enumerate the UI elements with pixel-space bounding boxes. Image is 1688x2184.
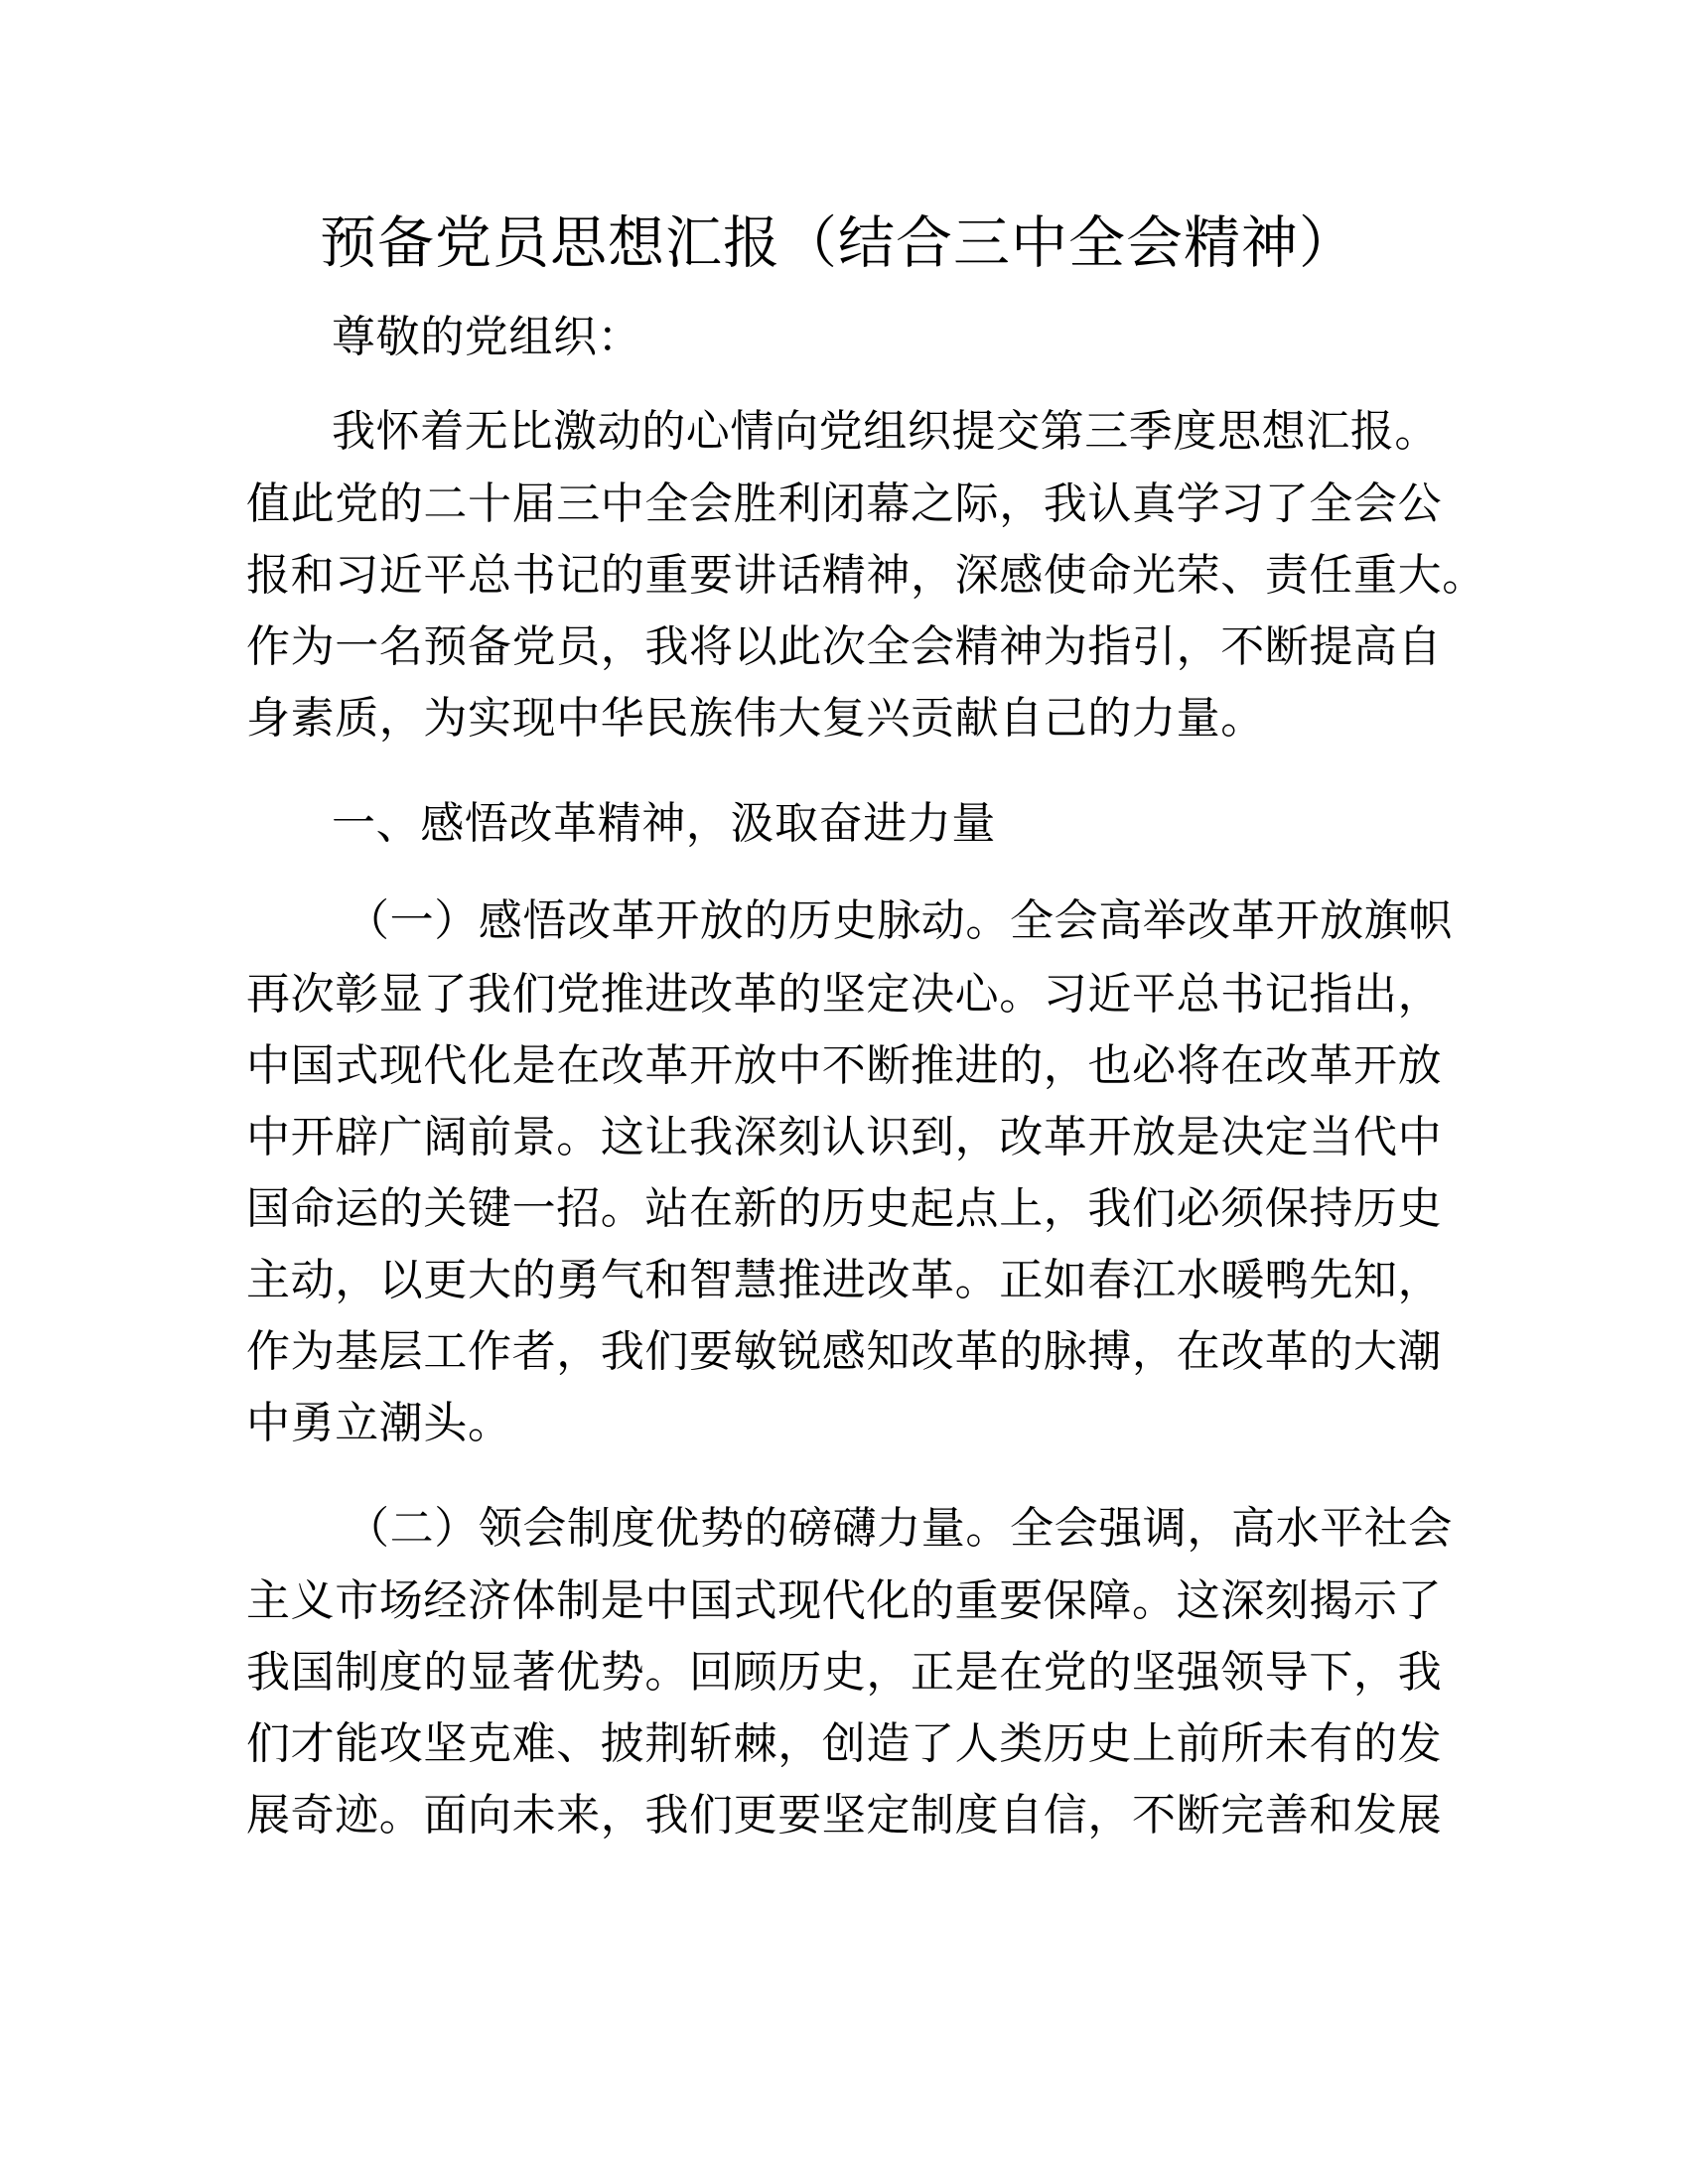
paragraph-line: 作为基层工作者，我们要敏锐感知改革的脉搏，在改革的大潮 [246,1326,1443,1377]
paragraph-line: 中国式现代化是在改革开放中不断推进的，也必将在改革开放 [246,1040,1443,1091]
paragraph-line: 作为一名预备党员，我将以此次全会精神为指引，不断提高自 [246,621,1443,672]
paragraph-line: 值此党的二十届三中全会胜利闭幕之际，我认真学习了全会公 [246,478,1443,529]
paragraph-line: 我国制度的显著优势。回顾历史，正是在党的坚强领导下，我 [246,1647,1443,1698]
paragraph-line: （一）感悟改革开放的历史脉动。全会高举改革开放旗帜 [346,895,1453,946]
document-title: 预备党员思想汇报（结合三中全会精神） [320,210,1356,276]
paragraph-line: 主义市场经济体制是中国式现代化的重要保障。这深刻揭示了 [246,1575,1443,1626]
paragraph-line: 再次彰显了我们党推进改革的坚定决心。习近平总书记指出， [246,969,1443,1020]
paragraph-line: 主动，以更大的勇气和智慧推进改革。正如春江水暖鸭先知， [246,1255,1443,1305]
salutation: 尊敬的党组织： [332,312,642,362]
paragraph-line: 中开辟广阔前景。这让我深刻认识到，改革开放是决定当代中 [246,1112,1443,1162]
paragraph-line: （二）领会制度优势的磅礴力量。全会强调，高水平社会 [346,1503,1453,1554]
paragraph-line: 身素质，为实现中华民族伟大复兴贡献自己的力量。 [246,693,1265,744]
section-heading: 一、感悟改革精神，汲取奋进力量 [332,798,996,849]
paragraph-line: 国命运的关键一招。站在新的历史起点上，我们必须保持历史 [246,1183,1443,1234]
paragraph-line: 中勇立潮头。 [246,1398,512,1448]
paragraph-line: 展奇迹。面向未来，我们更要坚定制度自信，不断完善和发展 [246,1790,1443,1841]
paragraph-line: 报和习近平总书记的重要讲话精神，深感使命光荣、责任重大。 [246,550,1486,601]
paragraph-line: 我怀着无比激动的心情向党组织提交第三季度思想汇报。 [332,406,1439,457]
paragraph-line: 们才能攻坚克难、披荆斩棘，创造了人类历史上前所未有的发 [246,1718,1443,1769]
